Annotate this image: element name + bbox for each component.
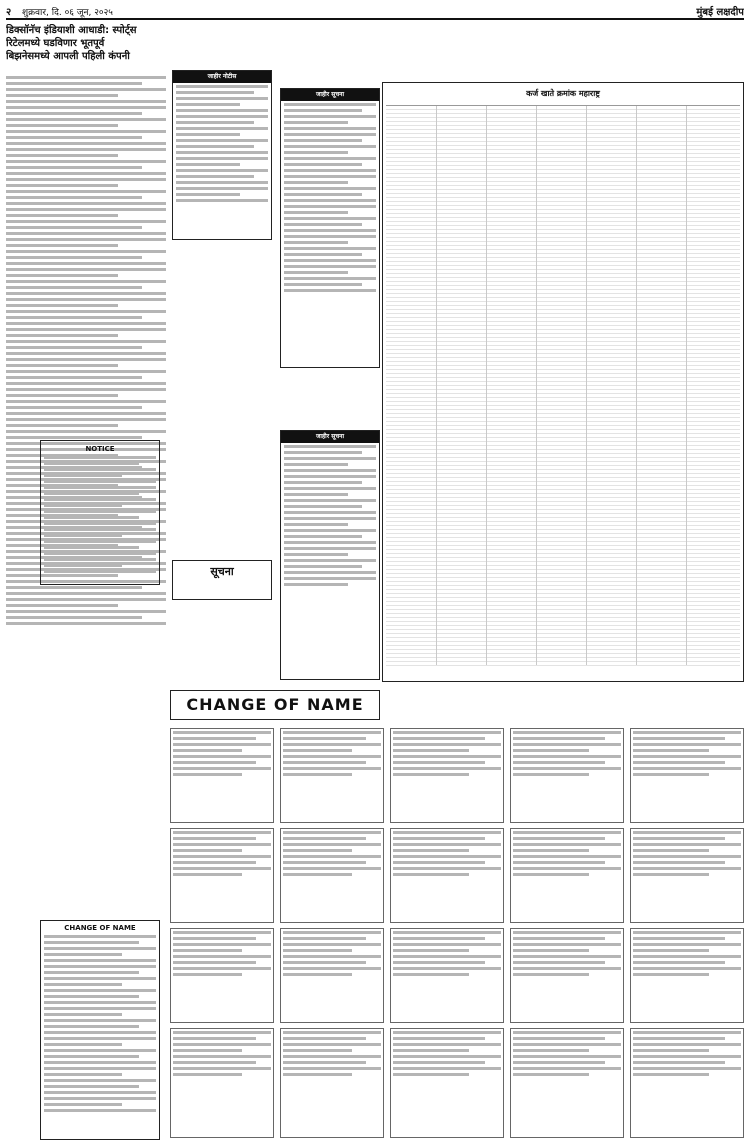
- masthead: [6, 4, 744, 20]
- lead-headline: [6, 24, 166, 72]
- legal-notice-3: [280, 430, 380, 680]
- paper-name: मुंबई लक्षदीप: [696, 7, 744, 18]
- coc-ad: [630, 828, 744, 923]
- coc-ad: [390, 828, 504, 923]
- coc-ad: [390, 728, 504, 823]
- coc-ad: [280, 728, 384, 823]
- coc-ad: [390, 1028, 504, 1138]
- coc-ad: [170, 828, 274, 923]
- change-of-name-title: CHANGE OF NAME: [186, 695, 364, 714]
- legal-notice-2-title: जाहीर सूचना: [281, 89, 379, 101]
- lead-headline-line-3: बिझनेसमध्ये आपली पहिली कंपनी: [6, 51, 130, 62]
- legal-notice-2: [280, 88, 380, 368]
- notice-marathi: [172, 560, 272, 600]
- coc-ad: [390, 928, 504, 1023]
- coc-ad: [170, 928, 274, 1023]
- notice-title: NOTICE: [85, 445, 115, 453]
- coc-ad: [510, 828, 624, 923]
- coc-ad: [280, 928, 384, 1023]
- change-of-name-grid: [170, 728, 744, 1142]
- coc-ad: [630, 728, 744, 823]
- coc-ad: [510, 1028, 624, 1138]
- lead-headline-line-2: रिटेलमध्ये घडविणार भूतपूर्व: [6, 38, 105, 49]
- coc-ad: [170, 1028, 274, 1138]
- page-number: २: [6, 7, 12, 18]
- date-line: शुक्रवार, दि. ०६ जून, २०२५: [22, 8, 113, 18]
- coc-ad: [510, 928, 624, 1023]
- loan-account-table: [382, 82, 744, 682]
- table-caption: कर्ज खाते क्रमांक महाराष्ट्र: [526, 89, 600, 98]
- change-of-name-header: [170, 690, 380, 720]
- notice-english: [40, 440, 160, 585]
- legal-notice-3-title: जाहीर सूचना: [281, 431, 379, 443]
- change-of-name-small: [40, 920, 160, 1140]
- change-of-name-small-title: CHANGE OF NAME: [64, 924, 136, 932]
- coc-ad: [170, 728, 274, 823]
- legal-notice-1: [172, 70, 272, 240]
- legal-notice-1-title: जाहीर नोटीस: [173, 71, 271, 83]
- coc-ad: [630, 928, 744, 1023]
- notice-marathi-title: सूचना: [210, 565, 234, 578]
- lead-headline-line-1: डिक्सॉनॅच इंडियाशी आधाडी: स्पोर्ट्स: [6, 25, 137, 36]
- coc-ad: [510, 728, 624, 823]
- coc-ad: [630, 1028, 744, 1138]
- coc-ad: [280, 1028, 384, 1138]
- coc-ad: [280, 828, 384, 923]
